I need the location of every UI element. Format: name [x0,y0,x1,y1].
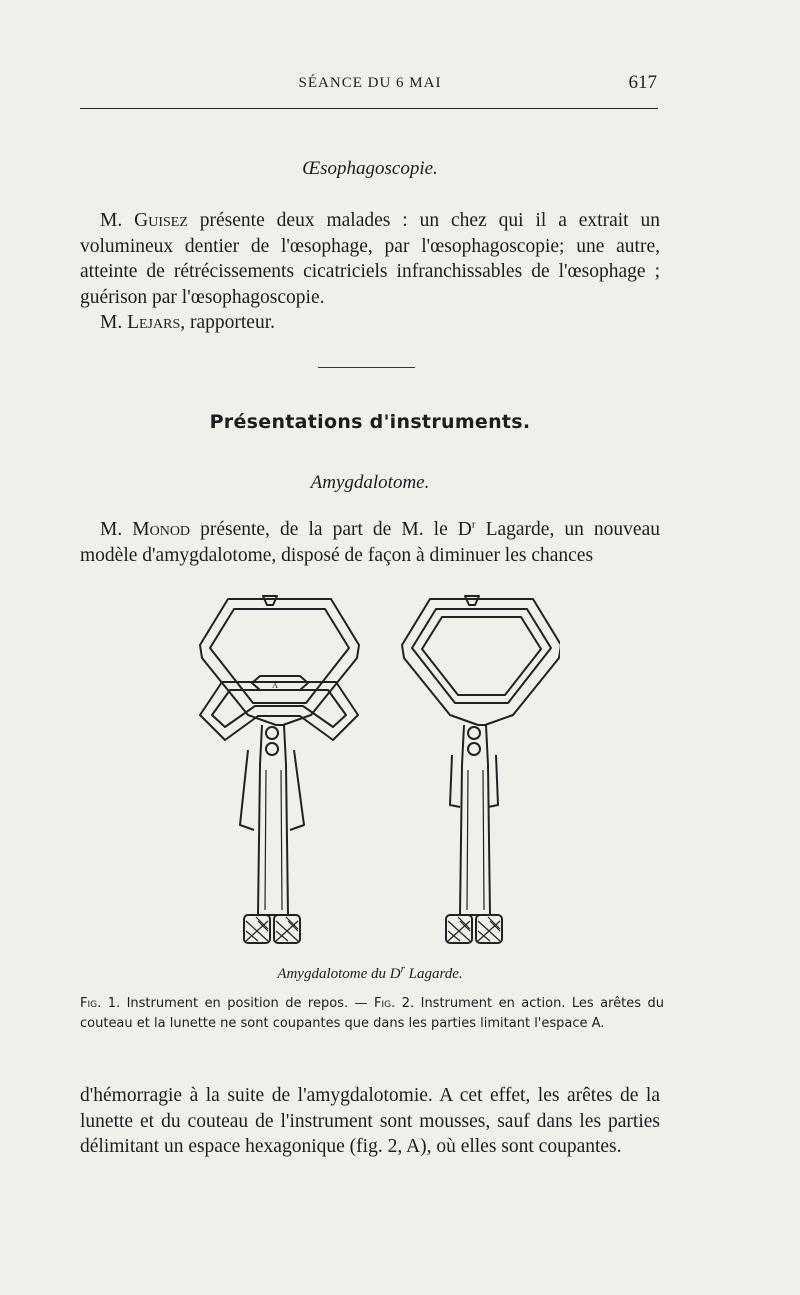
paragraph-guisez-text [80,208,660,310]
section-subtitle-oesophagoscopie: Œsophagoscopie. [302,158,438,179]
instrument-2-handle-wing-right [488,755,498,807]
reporter-prefix: M. [100,312,128,333]
instrument-1-handle-wing-right [290,750,304,830]
figure-caption-a: Amygdalotome du D [277,966,401,982]
reporter-name: Lejars [127,312,181,333]
figure-caption [80,963,660,983]
figure-caption-b: Lagarde. [404,966,463,982]
legend-text-1: 1. Instrument en position de repos. — [101,996,375,1011]
figure-legend-text [80,994,664,1033]
reporter-suffix: , rapporteur. [180,312,276,333]
instrument-1 [200,596,359,943]
intro-text-b: Lagarde, un nouveau modèle d'amygdalotome, disposé de façon à diminuer les chances [80,519,660,566]
paragraph-monod-text [80,517,660,568]
instrument-2-handle-detail [467,770,484,910]
intro-text-a: présente, de la part de M. le D [190,519,472,540]
instrument-2-screw-top [468,727,480,739]
label-a: A [272,681,278,690]
intro-sup: r [471,518,476,531]
instrument-1-grips [244,915,300,943]
figure-amygdalotome [160,585,560,955]
instrument-2-catch [465,596,479,605]
instrument-1-handle-detail [265,770,282,910]
instrument-1-screw-bottom [266,743,278,755]
section-heading-instruments: Présentations d'instruments. [209,411,531,433]
legend-fig2-abbr: Fig. [374,996,396,1011]
instrument-1-catch [263,596,277,605]
instrument-2-screw-bottom [468,743,480,755]
paragraph-body: présente deux malades : un chez qui il a extrait un volumineux dentier de l'œsophage, par l'œsophagoscopie; une autre, atteinte de rétrécissements cicatriciels infranchissables de l'œsophage ; guérison par l'œsophagoscopie. [80,210,660,308]
header-rule [80,108,658,109]
paragraph-continuation [80,1083,660,1160]
paragraph-continuation-text: d'hémorragie à la suite de l'amygdalotomie. A cet effet, les arêtes de la lunette et du couteau de l'instrument sont mousses, sauf dans les parties délimitant un espace hexagonique (fig. 2, A), où elles sont coupantes. [80,1085,660,1157]
page-header [80,72,660,102]
author-name-monod: Monod [132,519,191,540]
figure-legend [80,994,664,1033]
legend-text-2: 2. Instrument en action. Les arêtes du couteau et la lunette ne sont coupantes que dans les parties limitant l'espace A. [80,996,664,1031]
paragraph-guisez [80,208,660,336]
author-name-guisez: Guisez [134,210,188,231]
section-subtitle-amygdalotome: Amygdalotome. [310,472,430,493]
instrument-1-screw-top [266,727,278,739]
figure-caption-sup: r [400,963,405,975]
reporter-line [80,310,660,336]
instrument-1-handle-wing-left [240,750,254,830]
prefix: M. [100,210,135,231]
instrument-2-ring-inner [412,609,551,703]
instrument-2-grips [446,915,502,943]
instrument-2-handle-wing-left [450,755,460,807]
instrument-1-handle [258,725,288,915]
section-separator-rule [318,367,415,368]
prefix: M. [100,519,133,540]
page-number: 617 [628,72,657,93]
running-title: SÉANCE DU 6 MAI [298,75,442,91]
legend-fig1-abbr: Fig. [80,996,102,1011]
figure-illustration [160,585,560,955]
instrument-2-handle [460,725,490,915]
instrument-1-ring-inner [210,609,349,703]
instrument-2 [402,596,560,943]
paragraph-monod [80,517,660,568]
